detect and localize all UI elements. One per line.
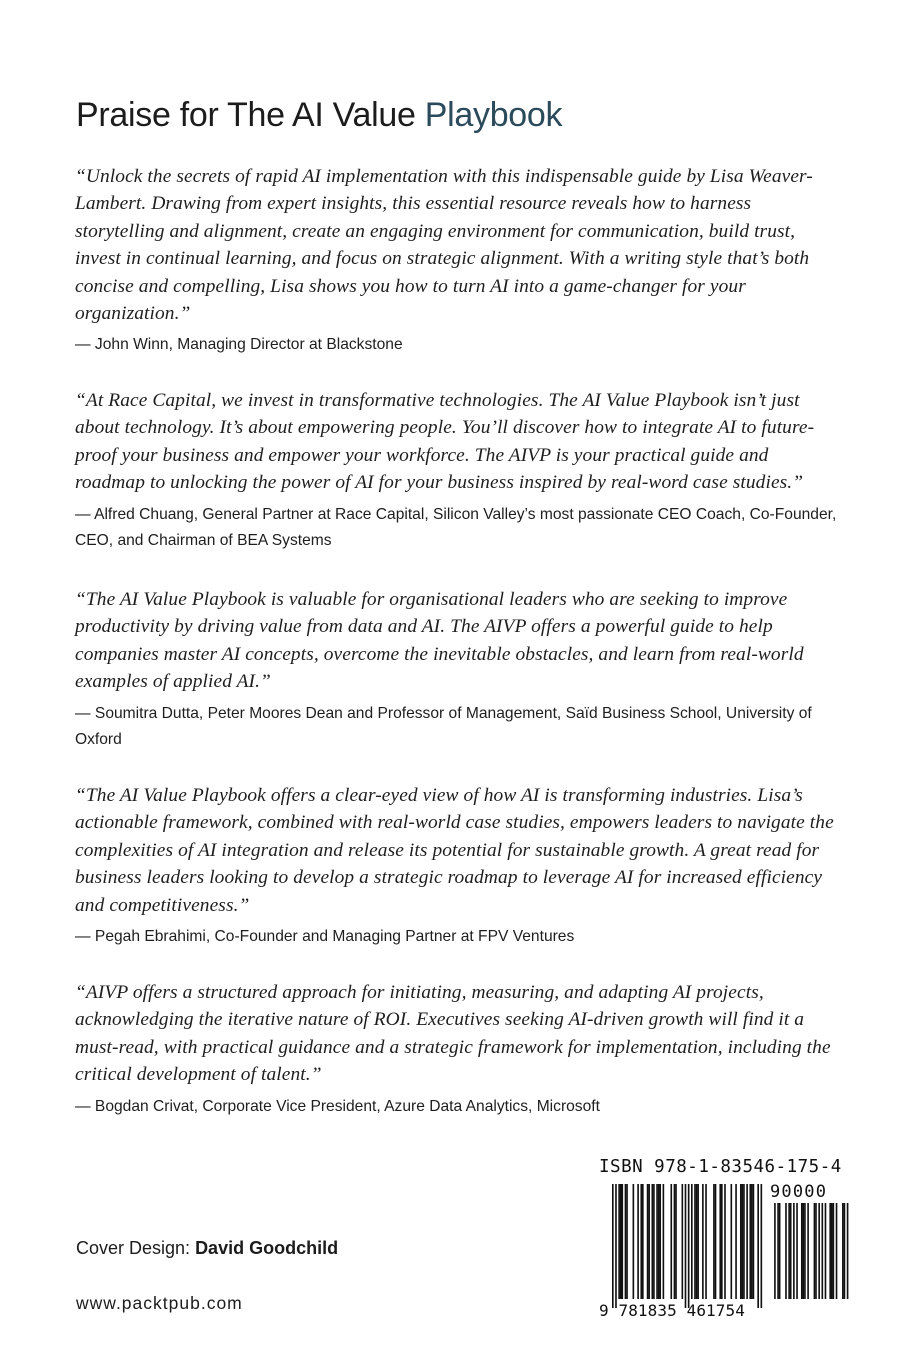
testimonial-quote: “The AI Value Playbook is valuable for organisational leaders who are seeking to improve productivity by driving value from data and AI. The AIVP offers a powerful guide to help companies master AI concepts, overcome the inevitable obstacles, and learn from real-world examples of applied AI.” xyxy=(75,589,804,693)
barcode-bar xyxy=(682,1184,684,1299)
barcode-ean-digits: 9 781835 461754 xyxy=(599,1301,745,1320)
barcode-bar xyxy=(696,1184,698,1299)
barcode-addon-bar xyxy=(779,1203,781,1299)
barcode-bar xyxy=(705,1184,707,1299)
barcode-bar xyxy=(675,1184,677,1299)
barcode-bar xyxy=(652,1184,654,1299)
barcode-addon-bar xyxy=(793,1203,795,1299)
barcode-addon-bar xyxy=(818,1203,820,1299)
barcode-bar xyxy=(670,1184,672,1299)
barcode-guard-bar xyxy=(615,1184,617,1308)
testimonial xyxy=(75,979,837,1120)
testimonial-attribution: — Soumitra Dutta, Peter Moores Dean and Professor of Management, Saïd Business School, University of Oxford xyxy=(75,704,812,749)
testimonial-attribution: — Pegah Ebrahimi, Co-Founder and Managing Partner at FPV Ventures xyxy=(75,928,575,946)
testimonial-quote: “The AI Value Playbook offers a clear-eyed view of how AI is transforming industries. Lisa’s actionable framework, combined with real-world case studies, empowers leaders to navigate the complexities of AI integration and release its potential for sustainable growth. A great read for business leaders looking to develop a strategic roadmap to leverage AI for increased efficiency and competitiveness.” xyxy=(75,785,834,916)
barcode-addon-bar xyxy=(814,1203,816,1299)
barcode-guard-bar xyxy=(761,1184,763,1308)
cover-design-label: Cover Design: xyxy=(76,1238,196,1258)
barcode-bar xyxy=(620,1184,622,1299)
testimonial-quote: “At Race Capital, we invest in transformative technologies. The AI Value Playbook isn’t just about technology. It’s about empowering people. You’ll discover how to integrate AI to future-proof your business and empower your workforce. The AIVP is your practical guide and roadmap to unlocking the power of AI for your business inspired by real-word case studies.” xyxy=(75,390,815,494)
cover-design-credit xyxy=(76,1238,338,1259)
testimonial-attribution: — John Winn, Managing Director at Blackstone xyxy=(75,336,403,354)
barcode-bar xyxy=(735,1184,737,1299)
barcode-addon-bar xyxy=(803,1203,805,1299)
barcode-bar xyxy=(648,1184,650,1299)
barcode-bar xyxy=(753,1184,755,1299)
barcode-bar xyxy=(691,1184,693,1299)
barcode-bar xyxy=(746,1184,748,1299)
barcode-addon-bar xyxy=(804,1203,806,1299)
barcode-bar xyxy=(633,1184,635,1299)
publisher-website: www.packtpub.com xyxy=(76,1293,243,1313)
isbn-barcode xyxy=(597,1157,859,1330)
barcode-bar xyxy=(637,1184,639,1299)
barcode-bar xyxy=(658,1184,660,1299)
barcode-bar xyxy=(647,1184,649,1299)
barcode-bar xyxy=(621,1184,623,1299)
testimonial-attribution: — Bogdan Crivat, Corporate Vice President, Azure Data Analytics, Microsoft xyxy=(75,1097,600,1115)
barcode-bar xyxy=(749,1184,751,1299)
barcode-addon-bar xyxy=(785,1203,787,1299)
barcode-bar xyxy=(742,1184,744,1299)
title-prefix: Praise for The AI Value xyxy=(76,96,425,134)
barcode-addon-bar xyxy=(831,1203,833,1299)
barcode-guard-bar xyxy=(688,1184,690,1308)
barcode-addon-bar xyxy=(790,1203,792,1299)
barcode-bar xyxy=(740,1184,742,1299)
barcode-bar xyxy=(626,1184,628,1299)
barcode-addon-bar xyxy=(801,1203,803,1299)
barcode-bar xyxy=(713,1184,715,1299)
barcode-bar xyxy=(618,1184,620,1299)
barcode-bar xyxy=(653,1184,655,1299)
barcode-bar xyxy=(674,1184,676,1299)
barcode-addon-bar xyxy=(807,1203,809,1299)
barcode-bar xyxy=(719,1184,721,1299)
barcode-bar xyxy=(625,1184,627,1299)
barcode-guard-bar xyxy=(612,1184,614,1308)
barcode-addon-bar xyxy=(796,1203,798,1299)
barcode-bar xyxy=(642,1184,644,1299)
testimonial xyxy=(75,782,837,951)
testimonial-quote: “AIVP offers a structured approach for initiating, measuring, and adapting AI projects, acknowledging the iterative nature of ROI. Executives seeking AI-driven growth will find it a must-read, with practical guidance and a strategic framework for implementation, including the critical development of talent.” xyxy=(75,982,831,1086)
barcode-bar xyxy=(724,1184,726,1299)
barcode-bar xyxy=(697,1184,699,1299)
barcode-guard-bar xyxy=(757,1184,759,1308)
barcode-addon-bar xyxy=(836,1203,838,1299)
barcode-addon-bar xyxy=(833,1203,835,1299)
barcode-addon-bar xyxy=(825,1203,827,1299)
barcode-addon-bar xyxy=(777,1203,779,1299)
page-title xyxy=(76,96,562,135)
barcode-addon-bar xyxy=(788,1203,790,1299)
barcode-addon-bar xyxy=(774,1203,776,1299)
barcode-bar xyxy=(743,1184,745,1299)
testimonial-quote: “Unlock the secrets of rapid AI implementation with this indispensable guide by Lisa Weaver-Lambert. Drawing from expert insights, this essential resource reveals how to harness storytelling and alignment, create an engaging environment for communication, build trust, invest in continual learning, and focus on strategic alignment. With a writing style that’s both concise and compelling, Lisa shows you how to turn AI into a game-changer for your organization.” xyxy=(75,166,813,325)
barcode-bar xyxy=(659,1184,661,1299)
barcode-bar xyxy=(656,1184,658,1299)
title-accent: Playbook xyxy=(424,96,563,134)
barcode-bar xyxy=(715,1184,717,1299)
barcode-addon-bar xyxy=(847,1203,849,1299)
barcode-addon-bar xyxy=(842,1203,844,1299)
barcode-addon-bar xyxy=(829,1203,831,1299)
testimonial xyxy=(75,163,837,359)
testimonial xyxy=(75,586,837,754)
isbn-label: ISBN 978-1-83546-175-4 xyxy=(599,1157,842,1177)
testimonial xyxy=(75,387,837,555)
cover-designer-name: David Goodchild xyxy=(195,1238,339,1258)
barcode-bar xyxy=(702,1184,704,1299)
barcode-bar xyxy=(731,1184,733,1299)
testimonial-attribution: — Alfred Chuang, General Partner at Race Capital, Silicon Valley’s most passionate CEO Coach, Co-Founder, CEO, and Chairman of BEA Systems xyxy=(75,505,837,550)
barcode-addon-bar xyxy=(822,1203,824,1299)
barcode-bar xyxy=(694,1184,696,1299)
barcode-addon-bar xyxy=(815,1203,817,1299)
barcode-bar xyxy=(640,1184,642,1299)
barcode-guard-bar xyxy=(685,1184,687,1308)
barcode-bar xyxy=(751,1184,753,1299)
barcode-addon-digits: 90000 xyxy=(770,1182,828,1202)
barcode-bar xyxy=(663,1184,665,1299)
barcode-bar xyxy=(721,1184,723,1299)
barcode-addon-bar xyxy=(844,1203,846,1299)
